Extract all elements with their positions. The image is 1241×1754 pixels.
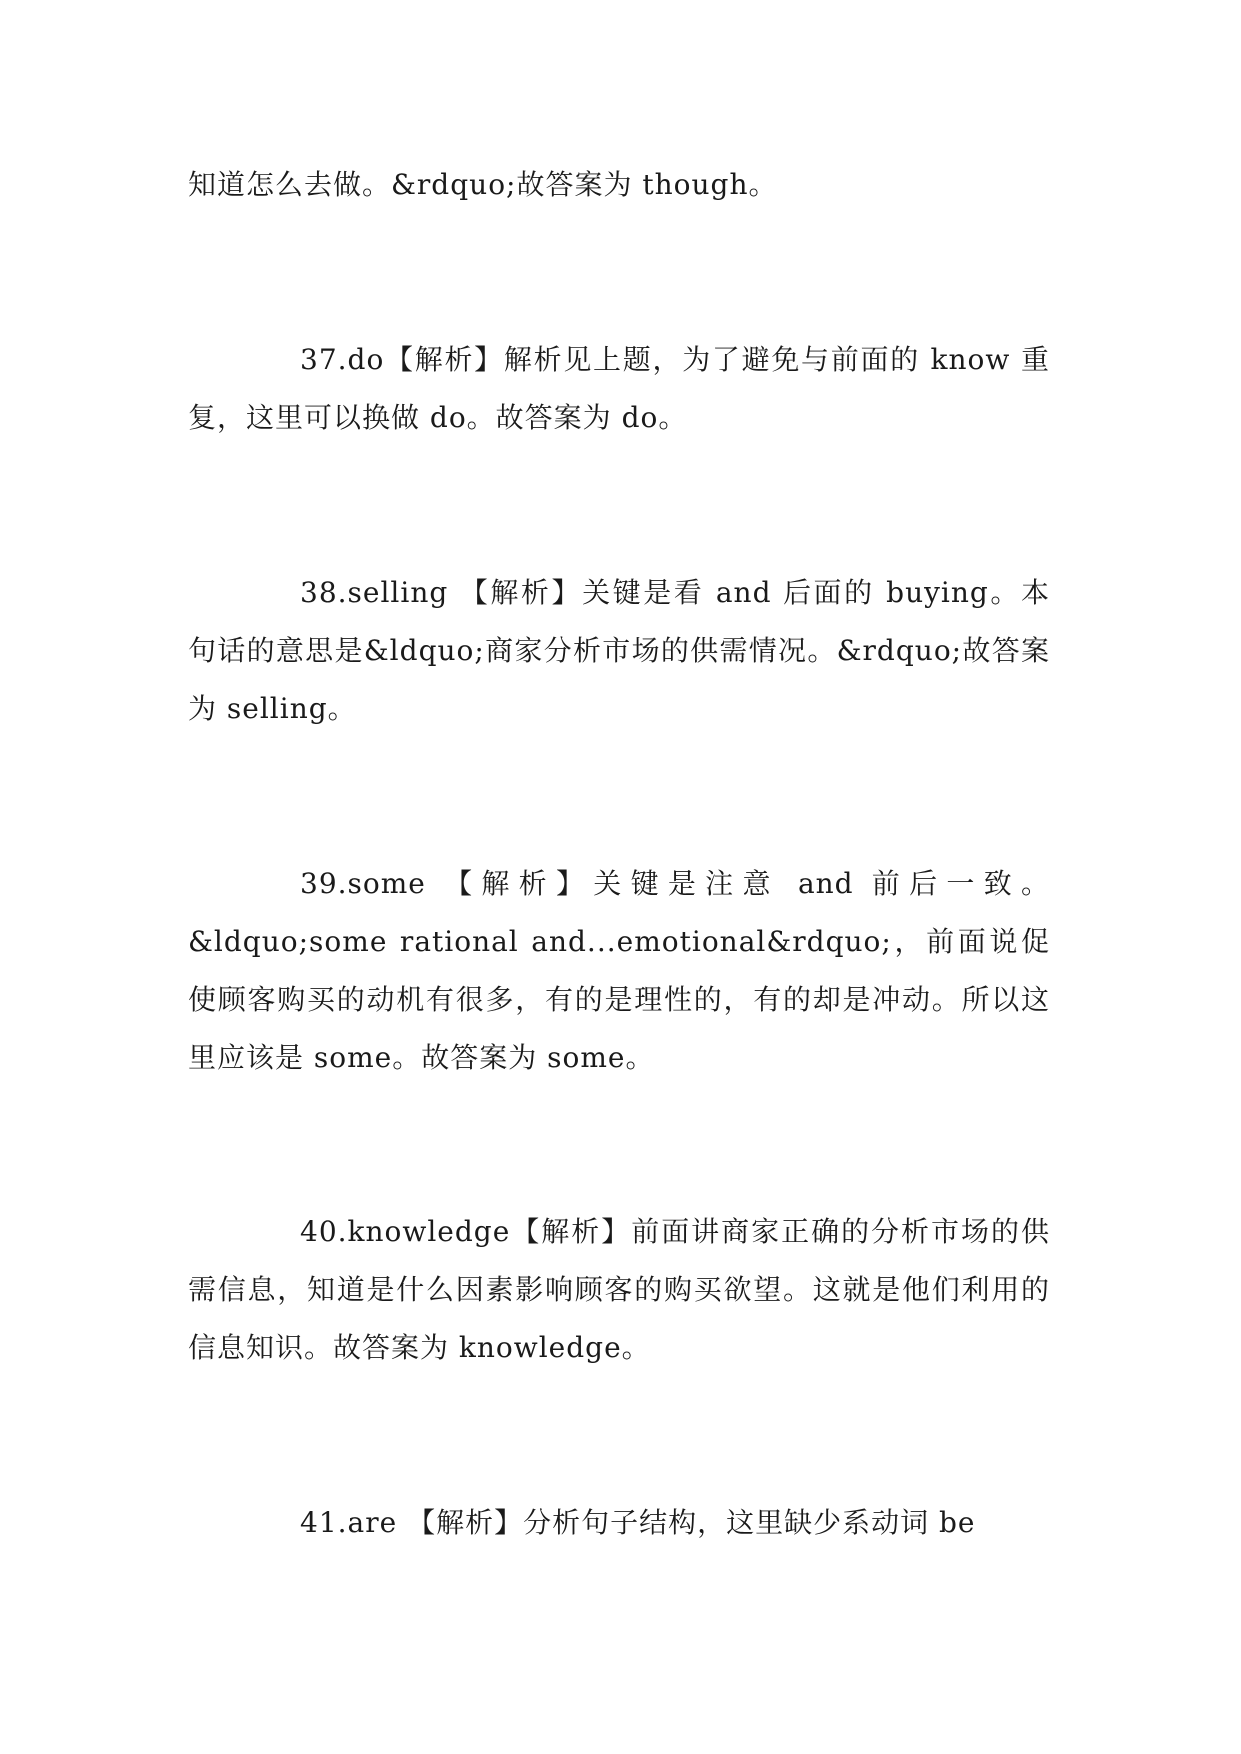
- paragraph-answer-40: 40.knowledge【解析】前面讲商家正确的分析市场的供需信息，知道是什么因素影响顾客的购买欲望。这就是他们利用的信息知识。故答案为 knowledge。: [188, 1215, 1050, 1364]
- paragraph-answer-39: 39.some 【解析】关键是注意 and 前后一致。&ldquo;some rational and...emotional&rdquo;，前面说促使顾客购买的动机有很多，有的是理性的，有的却是冲动。所以这里应该是 some。故答案为 some。: [188, 867, 1050, 1074]
- paragraph-answer-38: 38.selling 【解析】关键是看 and 后面的 buying。本句话的意思是&ldquo;商家分析市场的供需情况。&rdquo;故答案为 selling。: [188, 576, 1050, 725]
- paragraph-continuation: 知道怎么去做。&rdquo;故答案为 though。: [188, 168, 778, 201]
- paragraph-answer-41: 41.are 【解析】分析句子结构，这里缺少系动词 be: [300, 1506, 976, 1539]
- paragraph-answer-37: 37.do【解析】解析见上题，为了避免与前面的 know 重复，这里可以换做 do。故答案为 do。: [188, 343, 1050, 434]
